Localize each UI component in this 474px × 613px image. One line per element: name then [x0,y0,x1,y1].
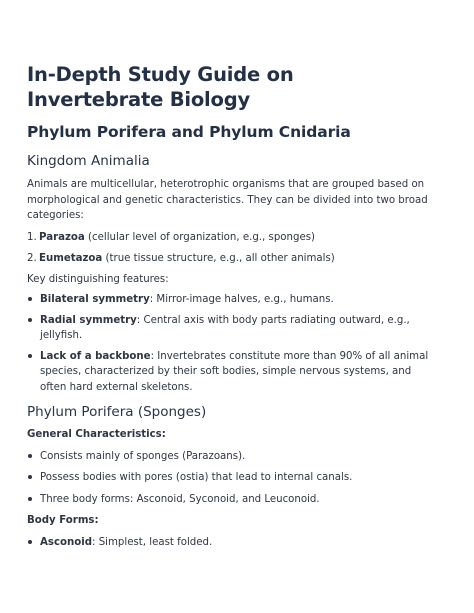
feature-item-backbone [0,349,434,396]
feature-description: : Mirror-image halves, e.g., humans. [149,294,334,305]
general-item [0,449,434,465]
feature-term: Radial symmetry [40,314,137,326]
feature-description: : Central axis with body parts radiating outward, e.g., jellyfish. [40,314,410,341]
bullet-icon [28,454,32,458]
body-form-description: : Simplest, least folded. [92,536,213,548]
general-characteristics-list [0,449,434,508]
page-title: In-Depth Study Guide on Invertebrate Biology [27,63,294,111]
category-description: (cellular level of organization, e.g., sponges) [84,231,315,243]
general-item-text: Possess bodies with pores (ostia) that lead to internal canals. [40,472,353,483]
category-list [0,230,434,267]
body-forms-label: Body Forms: [27,515,99,526]
feature-item-radial [0,313,434,344]
bullet-icon [28,318,32,322]
features-label: Key distinguishing features: [27,273,169,285]
list-number: 1. [27,231,37,243]
kingdom-heading: Kingdom Animalia [27,153,150,169]
feature-term: Bilateral symmetry [40,294,150,305]
porifera-heading: Phylum Porifera (Sponges) [27,404,207,420]
bullet-icon [28,475,32,479]
general-characteristics-label: General Characteristics: [27,429,166,440]
bullet-icon [28,497,32,501]
general-item-text: Consists mainly of sponges (Parazoans). [40,450,246,462]
feature-term: Lack of a backbone [40,350,151,362]
category-term: Parazoa [39,231,85,243]
section-heading: Phylum Porifera and Phylum Cnidaria [27,123,351,141]
list-number: 2. [27,253,37,264]
general-item [0,492,434,508]
kingdom-intro-paragraph: Animals are multicellular, heterotrophic organisms that are grouped based on morphological and genetic characteristics. They can be divided into two broad categories: [27,179,428,221]
bullet-icon [28,540,32,544]
category-item-parazoa [0,230,434,246]
bullet-icon [28,297,32,301]
general-item [0,470,434,486]
category-term: Eumetazoa [39,253,103,264]
category-item-eumetazoa [0,251,434,267]
general-item-text: Three body forms: Asconoid, Syconoid, and Leuconoid. [40,493,320,505]
body-form-item-asconoid [0,535,434,551]
category-description: (true tissue structure, e.g., all other animals) [102,253,335,264]
feature-description: : Invertebrates constitute more than 90% of all animal species, characterized by their soft bodies, simple nervous systems, and often hard external skeletons. [40,350,429,393]
bullet-icon [28,354,32,358]
body-forms-list [0,535,434,551]
body-form-term: Asconoid [40,536,93,548]
feature-item-bilateral [0,292,434,308]
features-list [0,292,434,395]
